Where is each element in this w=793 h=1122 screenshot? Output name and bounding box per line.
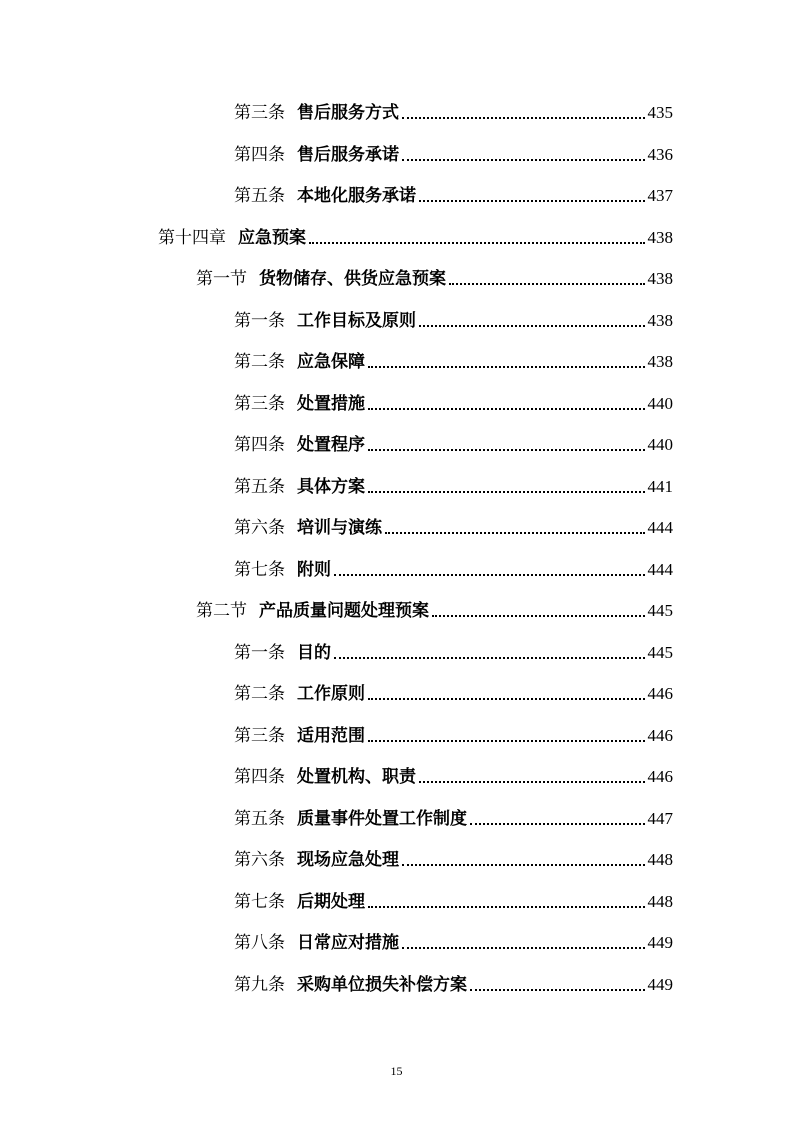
toc-entry-section[interactable] — [196, 260, 673, 290]
toc-entry-number: 第九条 — [234, 975, 285, 995]
toc-dot-leader — [470, 823, 645, 825]
toc-entry-title: 适用范围 — [297, 726, 365, 746]
toc-entry-number: 第二条 — [234, 684, 285, 704]
toc-entry-page: 438 — [647, 228, 673, 247]
toc-entry-number: 第三条 — [234, 726, 285, 746]
toc-entry-page: 446 — [647, 767, 673, 786]
toc-entry-page: 444 — [647, 518, 673, 537]
toc-entry-title: 现场应急处理 — [297, 850, 399, 870]
toc-entry-number: 第四条 — [234, 145, 285, 165]
toc-entry-page: 444 — [647, 560, 673, 579]
toc-entry-title: 培训与演练 — [297, 518, 382, 538]
toc-dot-leader — [402, 947, 645, 949]
toc-dot-leader — [419, 325, 645, 327]
toc-entry-number: 第八条 — [234, 933, 285, 953]
toc-dot-leader — [419, 200, 645, 202]
toc-entry[interactable] — [234, 717, 673, 747]
toc-dot-leader — [402, 117, 645, 119]
toc-entry[interactable] — [234, 841, 673, 871]
toc-entry-page: 441 — [647, 477, 673, 496]
toc-dot-leader — [368, 449, 645, 451]
toc-entry-number: 第七条 — [234, 560, 285, 580]
toc-dot-leader — [402, 864, 645, 866]
toc-entry-page: 438 — [647, 311, 673, 330]
toc-entry[interactable] — [234, 468, 673, 498]
toc-entry-title: 处置机构、职责 — [297, 767, 416, 787]
toc-dot-leader — [334, 657, 645, 659]
toc-entry-number: 第一节 — [196, 269, 247, 289]
toc-entry-number: 第三条 — [234, 103, 285, 123]
toc-entry-number: 第六条 — [234, 850, 285, 870]
toc-entry-title: 质量事件处置工作制度 — [297, 809, 467, 829]
toc-entry-number: 第二节 — [196, 601, 247, 621]
toc-entry-page: 440 — [647, 435, 673, 454]
toc-entry[interactable] — [234, 343, 673, 373]
toc-entry[interactable] — [234, 426, 673, 456]
toc-entry[interactable] — [234, 966, 673, 996]
toc-entry-title: 售后服务方式 — [297, 103, 399, 123]
toc-entry-title: 采购单位损失补偿方案 — [297, 975, 467, 995]
toc-entry-chapter[interactable] — [158, 219, 673, 249]
toc-entry-title: 具体方案 — [297, 477, 365, 497]
footer-page-number: 15 — [390, 1064, 403, 1078]
toc-entry[interactable] — [234, 800, 673, 830]
toc-entry-page: 446 — [647, 726, 673, 745]
toc-entry-page: 445 — [647, 601, 673, 620]
toc-entry-number: 第一条 — [234, 643, 285, 663]
toc-entry[interactable] — [234, 883, 673, 913]
toc-entry-title: 应急保障 — [297, 352, 365, 372]
toc-entry[interactable] — [234, 758, 673, 788]
toc-entry-page: 447 — [647, 809, 673, 828]
toc-entry-section[interactable] — [196, 592, 673, 622]
toc-entry-number: 第六条 — [234, 518, 285, 538]
toc-entry-title: 售后服务承诺 — [297, 145, 399, 165]
toc-dot-leader — [402, 159, 645, 161]
toc-dot-leader — [368, 408, 645, 410]
toc-entry-page: 440 — [647, 394, 673, 413]
toc-entry-title: 货物储存、供货应急预案 — [259, 269, 446, 289]
toc-entry[interactable] — [234, 634, 673, 664]
toc-entry[interactable] — [234, 136, 673, 166]
toc-entry-title: 工作原则 — [297, 684, 365, 704]
toc-entry-number: 第五条 — [234, 477, 285, 497]
toc-entry-number: 第十四章 — [158, 228, 226, 248]
toc-dot-leader — [449, 283, 645, 285]
toc-dot-leader — [368, 491, 645, 493]
toc-entry-number: 第四条 — [234, 435, 285, 455]
toc-entry[interactable] — [234, 94, 673, 124]
toc-entry-page: 448 — [647, 850, 673, 869]
toc-dot-leader — [419, 781, 645, 783]
toc-entry[interactable] — [234, 551, 673, 581]
toc-entry[interactable] — [234, 385, 673, 415]
toc-entry-title: 附则 — [297, 560, 331, 580]
toc-dot-leader — [334, 574, 645, 576]
toc-entry-title: 本地化服务承诺 — [297, 186, 416, 206]
toc-dot-leader — [470, 989, 645, 991]
toc-entry-title: 目的 — [297, 643, 331, 663]
toc-entry-title: 工作目标及原则 — [297, 311, 416, 331]
toc-entry-title: 后期处理 — [297, 892, 365, 912]
toc-dot-leader — [368, 366, 645, 368]
toc-entry-title: 日常应对措施 — [297, 933, 399, 953]
toc-entry-number: 第三条 — [234, 394, 285, 414]
toc-entry[interactable] — [234, 675, 673, 705]
toc-entry-page: 437 — [647, 186, 673, 205]
toc-entry-title: 应急预案 — [238, 228, 306, 248]
toc-dot-leader — [432, 615, 645, 617]
toc-entry[interactable] — [234, 177, 673, 207]
toc-dot-leader — [368, 906, 645, 908]
toc-entry-page: 438 — [647, 352, 673, 371]
toc-entry-page: 435 — [647, 103, 673, 122]
toc-entry-title: 产品质量问题处理预案 — [259, 601, 429, 621]
toc-entry[interactable] — [234, 302, 673, 332]
toc-entry-title: 处置措施 — [297, 394, 365, 414]
toc-entry-number: 第七条 — [234, 892, 285, 912]
toc-entry-number: 第五条 — [234, 809, 285, 829]
toc-entry-number: 第四条 — [234, 767, 285, 787]
toc-dot-leader — [368, 698, 645, 700]
toc-dot-leader — [385, 532, 645, 534]
toc-entry-page: 438 — [647, 269, 673, 288]
toc-entry-title: 处置程序 — [297, 435, 365, 455]
toc-entry-page: 445 — [647, 643, 673, 662]
toc-entry-number: 第五条 — [234, 186, 285, 206]
toc-entry-page: 449 — [647, 975, 673, 994]
toc-dot-leader — [309, 242, 645, 244]
toc-entry-page: 448 — [647, 892, 673, 911]
toc-entry-page: 449 — [647, 933, 673, 952]
toc-entry-page: 446 — [647, 684, 673, 703]
toc-dot-leader — [368, 740, 645, 742]
toc-entry-number: 第一条 — [234, 311, 285, 331]
toc-entry[interactable] — [234, 509, 673, 539]
toc-entry-number: 第二条 — [234, 352, 285, 372]
toc-entry-page: 436 — [647, 145, 673, 164]
toc-entry[interactable] — [234, 924, 673, 954]
